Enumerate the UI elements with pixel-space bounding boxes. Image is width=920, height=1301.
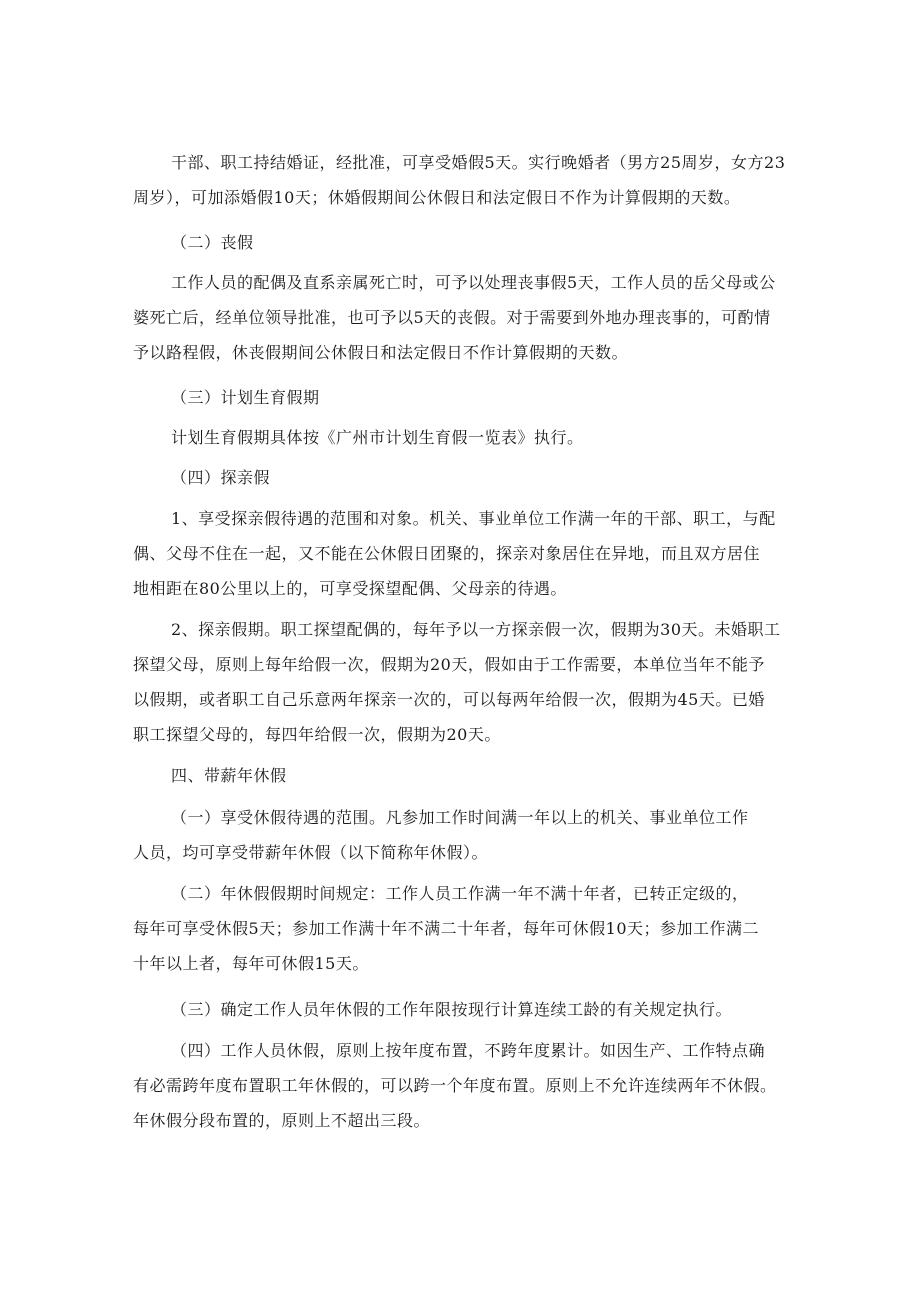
text-line: 年休假分段布置的，原则上不超出三段。	[133, 1111, 431, 1130]
text-line: 干部、职工持结婚证，经批准，可享受婚假5天。实行晚婚者（男方25周岁，女方23	[171, 153, 786, 172]
section-heading: （二）丧假	[171, 233, 254, 252]
section-heading: 四、带薪年休假	[171, 766, 287, 785]
text-line: 以假期，或者职工自己乐意两年探亲一次的，可以每两年给假一次，假期为45天。已婚	[133, 690, 765, 709]
text-line: （三）确定工作人员年休假的工作年限按现行计算连续工龄的有关规定执行。	[171, 1000, 733, 1019]
text-line: 婆死亡后，经单位领导批准，也可予以5天的丧假。对于需要到外地办理丧事的，可酌情	[133, 308, 771, 327]
text-line: 有必需跨年度布置职工年休假的，可以跨一个年度布置。原则上不允许连续两年不休假。	[133, 1076, 777, 1095]
text-line: 周岁），可加添婚假10天；休婚假期间公休假日和法定假日不作为计算假期的天数。	[133, 188, 741, 207]
text-line: 地相距在80公里以上的，可享受探望配偶、父母亲的待遇。	[133, 579, 567, 598]
section-heading: （四）探亲假	[171, 468, 271, 487]
text-line: 1、享受探亲假待遇的范围和对象。机关、事业单位工作满一年的干部、职工，与配	[171, 509, 776, 528]
text-line: 人员，均可享受带薪年休假（以下简称年休假）。	[133, 843, 489, 862]
text-line: （一）享受休假待遇的范围。凡参加工作时间满一年以上的机关、事业单位工作	[171, 808, 749, 827]
text-line: 予以路程假，休丧假期间公休假日和法定假日不作计算假期的天数。	[133, 343, 629, 362]
text-line: 工作人员的配偶及直系亲属死亡时，可予以处理丧事假5天，工作人员的岳父母或公	[171, 273, 776, 292]
text-line: 探望父母，原则上每年给假一次，假期为20天，假如由于工作需要，本单位当年不能予	[133, 655, 765, 674]
text-line: 偶、父母不住在一起，又不能在公休假日团聚的，探亲对象居住在异地，而且双方居住	[133, 544, 761, 563]
section-heading: （三）计划生育假期	[171, 388, 320, 407]
text-line: 计划生育假期具体按《广州市计划生育假一览表》执行。	[171, 428, 584, 447]
text-line: （四）工作人员休假，原则上按年度布置，不跨年度累计。如因生产、工作特点确	[171, 1041, 766, 1060]
text-line: （二）年休假假期时间规定：工作人员工作满一年不满十年者，已转正定级的，	[171, 884, 749, 903]
text-line: 职工探望父母的，每四年给假一次，假期为20天。	[133, 725, 501, 744]
text-line: 2、探亲假期。职工探望配偶的，每年予以一方探亲假一次，假期为30天。未婚职工	[171, 620, 781, 639]
text-line: 每年可享受休假5天；参加工作满十年不满二十年者，每年可休假10天；参加工作满二	[133, 919, 760, 938]
text-line: 十年以上者，每年可休假15天。	[133, 954, 369, 973]
